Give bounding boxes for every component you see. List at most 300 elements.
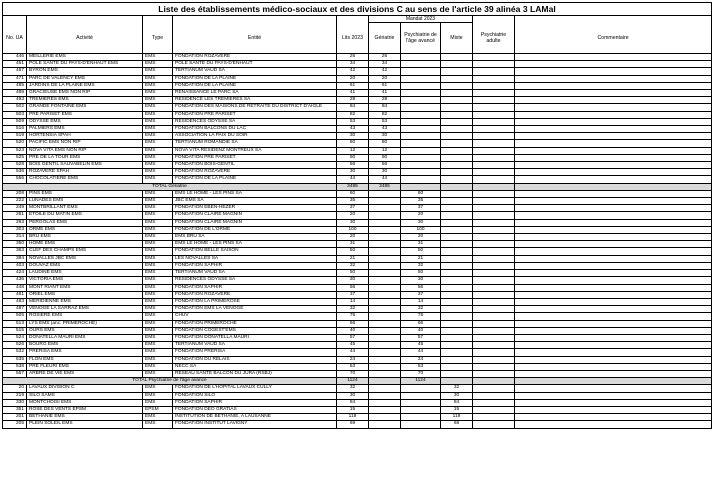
cell-psy-age: 100: [401, 226, 441, 233]
total-col: [473, 183, 515, 190]
cell-type: EMS: [143, 118, 173, 125]
cell-entite: FONDATION SAPHIR: [173, 284, 337, 291]
cell-psy-age: [401, 97, 441, 104]
cell-activite: JARDINS DE LA PLAINE EMS: [27, 82, 143, 89]
cell-type: EMS: [143, 205, 173, 212]
cell-psy-adulte: [473, 147, 515, 154]
cell-activite: ROSE DES VENTS EPSM: [27, 406, 143, 413]
cell-commentaire: [515, 284, 712, 291]
cell-no-ua: 489: [3, 90, 27, 97]
cell-mixte: [441, 82, 473, 89]
table-row: [3, 126, 712, 133]
cell-geriatrie: 30: [369, 133, 401, 140]
cell-activite: HOME EMS: [27, 241, 143, 248]
cell-type: EMS: [143, 219, 173, 226]
cell-entite: FONDATION PRE PARISET: [173, 154, 337, 161]
cell-activite: LAVAUX DIVISION C: [27, 385, 143, 392]
table-row: [3, 414, 712, 421]
table-row: [3, 154, 712, 161]
cell-geriatrie: [369, 406, 401, 413]
cell-activite: CHOCOLATIERE EMS: [27, 176, 143, 183]
table-row: [3, 334, 712, 341]
cell-lits: 26: [337, 54, 369, 61]
cell-commentaire: [515, 385, 712, 392]
cell-no-ua: 261: [3, 212, 27, 219]
total-row: [3, 378, 712, 385]
cell-geriatrie: [369, 320, 401, 327]
cell-lits: 42: [337, 68, 369, 75]
cell-lits: 53: [337, 118, 369, 125]
cell-activite: PRERISA EMS: [27, 349, 143, 356]
cell-type: EMS: [143, 190, 173, 197]
cell-activite: GRANDE FONTAINE EMS: [27, 104, 143, 111]
cell-mixte: [441, 104, 473, 111]
cell-commentaire: [515, 61, 712, 68]
cell-psy-adulte: [473, 154, 515, 161]
cell-psy-adulte: [473, 104, 515, 111]
table-row: [3, 90, 712, 97]
cell-geriatrie: [369, 190, 401, 197]
cell-activite: PLEIN SOLEIL EMS: [27, 421, 143, 428]
cell-psy-age: 32: [401, 262, 441, 269]
cell-mixte: [441, 226, 473, 233]
table-row: [3, 313, 712, 320]
col-lits: Lits 2023: [337, 23, 369, 54]
cell-mixte: [441, 97, 473, 104]
cell-no-ua: 503: [3, 111, 27, 118]
table-row: [3, 226, 712, 233]
cell-psy-age: 32: [401, 306, 441, 313]
cell-type: EMS: [143, 176, 173, 183]
cell-commentaire: [515, 190, 712, 197]
cell-entite: ASSOCIATION LA PAIX DU SOIR: [173, 133, 337, 140]
total-col: [473, 378, 515, 385]
cell-no-ua: 487: [3, 306, 27, 313]
cell-commentaire: [515, 270, 712, 277]
cell-type: EMS: [143, 169, 173, 176]
table-row: [3, 205, 712, 212]
cell-activite: PACIFIC EMS NON RIP: [27, 140, 143, 147]
table-row: [3, 198, 712, 205]
cell-geriatrie: 50: [369, 154, 401, 161]
cell-commentaire: [515, 226, 712, 233]
col-mixte: Mixte: [441, 23, 473, 54]
cell-type: EMS: [143, 248, 173, 255]
total-label: TOTAL Gériatrie: [3, 183, 337, 190]
cell-psy-adulte: [473, 370, 515, 377]
cell-type: EMS: [143, 97, 173, 104]
cell-psy-age: 20: [401, 212, 441, 219]
cell-entite: RESIDENCES ODYSSE SA: [173, 118, 337, 125]
col-psy-adulte: Psychiatrie adulte: [473, 23, 515, 54]
cell-entite: FONDATION ROZAVERE: [173, 291, 337, 298]
cell-geriatrie: [369, 277, 401, 284]
table-row: [3, 54, 712, 61]
cell-lits: 30: [337, 219, 369, 226]
cell-type: EMS: [143, 154, 173, 161]
cell-psy-age: 53: [401, 363, 441, 370]
total-col: [369, 378, 401, 385]
cell-geriatrie: 43: [369, 126, 401, 133]
cell-geriatrie: 80: [369, 140, 401, 147]
cell-psy-adulte: [473, 255, 515, 262]
cell-psy-age: 40: [401, 327, 441, 334]
cell-entite: LES NOVALLES SA: [173, 255, 337, 262]
cell-mixte: [441, 190, 473, 197]
cell-mixte: [441, 162, 473, 169]
cell-activite: MONTBRILLANT EMS: [27, 205, 143, 212]
cell-geriatrie: [369, 270, 401, 277]
cell-activite: VENOGE LA SARRAZ EMS: [27, 306, 143, 313]
cell-mixte: [441, 198, 473, 205]
cell-commentaire: [515, 82, 712, 89]
cell-geriatrie: [369, 226, 401, 233]
cell-activite: ORIEL EMS: [27, 291, 143, 298]
cell-commentaire: [515, 356, 712, 363]
cell-lits: 35: [337, 198, 369, 205]
cell-no-ua: 384: [3, 255, 27, 262]
cell-type: EMS: [143, 90, 173, 97]
table-row: [3, 342, 712, 349]
cell-entite: FONDATION ROZAVERE: [173, 54, 337, 61]
cell-psy-age: 44: [401, 349, 441, 356]
ems-table: [2, 2, 712, 429]
cell-psy-adulte: [473, 320, 515, 327]
cell-lits: 32: [337, 306, 369, 313]
cell-type: EMS: [143, 298, 173, 305]
cell-geriatrie: 44: [369, 176, 401, 183]
cell-activite: PERGOLAS EMS: [27, 219, 143, 226]
cell-psy-adulte: [473, 75, 515, 82]
cell-psy-age: [401, 68, 441, 75]
cell-psy-age: 70: [401, 370, 441, 377]
cell-type: EMS: [143, 234, 173, 241]
cell-psy-adulte: [473, 82, 515, 89]
cell-mixte: [441, 320, 473, 327]
cell-mixte: [441, 356, 473, 363]
cell-entite: FONDATION INSTITUT LAVIGNY: [173, 421, 337, 428]
cell-entite: FONDATION DE L'HOPITAL LAVAUX CULLY: [173, 385, 337, 392]
cell-mixte: [441, 219, 473, 226]
cell-entite: FONDATION DONATELLA MAURI: [173, 334, 337, 341]
cell-psy-adulte: [473, 205, 515, 212]
cell-type: EPSM: [143, 406, 173, 413]
table-row: [3, 291, 712, 298]
cell-mixte: [441, 140, 473, 147]
cell-no-ua: 493: [3, 97, 27, 104]
cell-entite: INSTITUTION DE BETHANIE, A LAUSANNE: [173, 414, 337, 421]
cell-activite: MONTCHOISI EMS: [27, 399, 143, 406]
cell-psy-age: [401, 176, 441, 183]
cell-psy-adulte: [473, 298, 515, 305]
cell-commentaire: [515, 154, 712, 161]
cell-geriatrie: 82: [369, 111, 401, 118]
table-row: [3, 306, 712, 313]
table-row: [3, 356, 712, 363]
cell-type: EMS: [143, 320, 173, 327]
cell-commentaire: [515, 162, 712, 169]
cell-no-ua: 451: [3, 61, 27, 68]
cell-entite: FONDATION DE L'ORME: [173, 226, 337, 233]
cell-psy-adulte: [473, 97, 515, 104]
cell-commentaire: [515, 169, 712, 176]
cell-lits: 84: [337, 104, 369, 111]
cell-activite: LYS EMS (anc. PRIMEROCHE): [27, 320, 143, 327]
cell-type: EMS: [143, 198, 173, 205]
total-commentaire: [515, 378, 712, 385]
cell-geriatrie: [369, 284, 401, 291]
cell-lits: 12: [337, 147, 369, 154]
cell-psy-age: 56: [401, 284, 441, 291]
cell-mixte: 15: [441, 406, 473, 413]
cell-lits: 30: [337, 392, 369, 399]
total-col: 3485: [369, 183, 401, 190]
cell-geriatrie: [369, 313, 401, 320]
cell-no-ua: 481: [3, 291, 27, 298]
cell-no-ua: 363: [3, 248, 27, 255]
cell-psy-adulte: [473, 306, 515, 313]
cell-geriatrie: 26: [369, 54, 401, 61]
cell-psy-age: [401, 414, 441, 421]
table-row: [3, 320, 712, 327]
cell-type: EMS: [143, 262, 173, 269]
cell-mixte: 32: [441, 385, 473, 392]
cell-mixte: [441, 298, 473, 305]
cell-commentaire: [515, 140, 712, 147]
cell-mixte: [441, 270, 473, 277]
cell-psy-adulte: [473, 111, 515, 118]
cell-no-ua: 249: [3, 205, 27, 212]
cell-entite: FONDATION DU RELAIS: [173, 356, 337, 363]
cell-lits: 60: [337, 190, 369, 197]
cell-commentaire: [515, 370, 712, 377]
cell-type: EMS: [143, 126, 173, 133]
cell-mixte: [441, 241, 473, 248]
cell-lits: 84: [337, 399, 369, 406]
cell-type: EMS: [143, 385, 173, 392]
cell-no-ua: 205: [3, 421, 27, 428]
cell-type: EMS: [143, 327, 173, 334]
cell-no-ua: 263: [3, 219, 27, 226]
cell-commentaire: [515, 219, 712, 226]
cell-commentaire: [515, 399, 712, 406]
cell-type: EMS: [143, 140, 173, 147]
cell-psy-adulte: [473, 212, 515, 219]
cell-psy-adulte: [473, 226, 515, 233]
cell-lits: 28: [337, 97, 369, 104]
table-row: [3, 399, 712, 406]
cell-activite: PINS EMS: [27, 190, 143, 197]
table-row: [3, 219, 712, 226]
cell-mixte: [441, 306, 473, 313]
cell-psy-adulte: [473, 421, 515, 428]
cell-type: EMS: [143, 313, 173, 320]
cell-entite: FONDATION SILO: [173, 392, 337, 399]
table-row: [3, 421, 712, 428]
cell-commentaire: [515, 255, 712, 262]
cell-type: EMS: [143, 255, 173, 262]
cell-activite: ETOILE DU MATIN EMS: [27, 212, 143, 219]
cell-mixte: [441, 154, 473, 161]
cell-psy-age: 30: [401, 219, 441, 226]
table-row: [3, 61, 712, 68]
table-row: [3, 385, 712, 392]
cell-lits: 82: [337, 111, 369, 118]
cell-no-ua: 523: [3, 147, 27, 154]
cell-entite: FONDATION PRIMEROCHE: [173, 320, 337, 327]
cell-activite: CLEF DES CHAMPS EMS: [27, 248, 143, 255]
cell-mixte: [441, 212, 473, 219]
total-commentaire: [515, 183, 712, 190]
cell-no-ua: 20: [3, 385, 27, 392]
cell-activite: BRU EMS: [27, 234, 143, 241]
cell-entite: EMS LE HOME - LES PINS SA: [173, 241, 337, 248]
cell-geriatrie: [369, 248, 401, 255]
cell-entite: CHUV: [173, 313, 337, 320]
cell-mixte: [441, 176, 473, 183]
page-title: Liste des établissements médico-sociaux et des divisions C au sens de l'article 39 alinéa 3 LAMal: [3, 3, 712, 16]
cell-psy-adulte: [473, 169, 515, 176]
cell-lits: 56: [337, 162, 369, 169]
cell-activite: SILO SAMS: [27, 392, 143, 399]
cell-type: EMS: [143, 291, 173, 298]
cell-no-ua: 446: [3, 54, 27, 61]
cell-psy-adulte: [473, 68, 515, 75]
cell-type: EMS: [143, 147, 173, 154]
cell-mixte: 68: [441, 421, 473, 428]
cell-activite: PRE DE LA TOUR EMS: [27, 154, 143, 161]
cell-commentaire: [515, 198, 712, 205]
cell-mixte: [441, 126, 473, 133]
cell-mixte: [441, 118, 473, 125]
cell-psy-age: 20: [401, 234, 441, 241]
cell-no-ua: 528: [3, 162, 27, 169]
cell-psy-age: [401, 126, 441, 133]
cell-psy-age: [401, 75, 441, 82]
table-row: [3, 104, 712, 111]
cell-commentaire: [515, 68, 712, 75]
cell-type: EMS: [143, 363, 173, 370]
cell-psy-adulte: [473, 406, 515, 413]
cell-type: EMS: [143, 284, 173, 291]
cell-activite: PARC DE VALENCY EMS: [27, 75, 143, 82]
cell-lits: 34: [337, 61, 369, 68]
cell-activite: DOUVAZ EMS: [27, 262, 143, 269]
cell-psy-adulte: [473, 219, 515, 226]
cell-lits: 80: [337, 140, 369, 147]
cell-activite: PRE FLEURI EMS: [27, 363, 143, 370]
cell-entite: NOVA VITA RESIDENZ MONTREUX SA: [173, 147, 337, 154]
cell-lits: 76: [337, 313, 369, 320]
table-row: [3, 140, 712, 147]
cell-activite: MONT RIANT EMS: [27, 284, 143, 291]
cell-activite: ORME EMS: [27, 226, 143, 233]
cell-geriatrie: [369, 219, 401, 226]
total-col: 1124: [401, 378, 441, 385]
cell-mixte: [441, 349, 473, 356]
cell-psy-adulte: [473, 392, 515, 399]
cell-commentaire: [515, 298, 712, 305]
cell-no-ua: 556: [3, 176, 27, 183]
cell-type: EMS: [143, 356, 173, 363]
cell-activite: ARBRE DE VIE EMS: [27, 370, 143, 377]
table-row: [3, 68, 712, 75]
cell-entite: FONDATION DES MAISONS DE RETRAITE DU DISTRICT D'AIGLE: [173, 104, 337, 111]
cell-entite: FONDATION BALCONS DU LAC: [173, 126, 337, 133]
cell-entite: FONDATION BELLE SAISON: [173, 248, 337, 255]
total-col: [441, 183, 473, 190]
col-commentaire: Commentaire: [515, 23, 712, 54]
cell-entite: FONDATION DEO GRATIAS: [173, 406, 337, 413]
cell-no-ua: 201: [3, 414, 27, 421]
cell-lits: 20: [337, 234, 369, 241]
cell-lits: 30: [337, 277, 369, 284]
cell-psy-adulte: [473, 334, 515, 341]
cell-psy-age: 66: [401, 320, 441, 327]
cell-mixte: [441, 248, 473, 255]
cell-geriatrie: [369, 255, 401, 262]
cell-lits: 61: [337, 82, 369, 89]
cell-commentaire: [515, 414, 712, 421]
cell-no-ua: 513: [3, 320, 27, 327]
cell-no-ua: 519: [3, 133, 27, 140]
cell-geriatrie: 56: [369, 162, 401, 169]
cell-no-ua: 222: [3, 198, 27, 205]
cell-psy-age: [401, 111, 441, 118]
cell-mixte: [441, 61, 473, 68]
cell-commentaire: [515, 421, 712, 428]
cell-psy-age: [401, 162, 441, 169]
total-label: TOTAL Psychiatrie de l'âge avancé: [3, 378, 337, 385]
cell-commentaire: [515, 327, 712, 334]
cell-type: EMS: [143, 277, 173, 284]
cell-lits: 45: [337, 342, 369, 349]
cell-no-ua: 526: [3, 342, 27, 349]
cell-lits: 14: [337, 298, 369, 305]
cell-mixte: [441, 133, 473, 140]
cell-psy-adulte: [473, 234, 515, 241]
cell-mixte: [441, 68, 473, 75]
cell-entite: FONDATION PRERISA: [173, 349, 337, 356]
cell-entite: FONDATION SAPHIR: [173, 399, 337, 406]
table-row: [3, 248, 712, 255]
cell-type: EMS: [143, 226, 173, 233]
table-row: [3, 284, 712, 291]
cell-mixte: [441, 205, 473, 212]
cell-psy-age: [401, 406, 441, 413]
cell-psy-age: 37: [401, 291, 441, 298]
cell-psy-adulte: [473, 277, 515, 284]
cell-commentaire: [515, 205, 712, 212]
cell-geriatrie: [369, 342, 401, 349]
cell-lits: 20: [337, 75, 369, 82]
cell-commentaire: [515, 176, 712, 183]
cell-entite: RESIDENCE LES TREMIERES SA: [173, 97, 337, 104]
cell-type: EMS: [143, 75, 173, 82]
cell-psy-adulte: [473, 126, 515, 133]
cell-psy-age: [401, 54, 441, 61]
cell-entite: EMS LE HOME - LES PINS SA: [173, 190, 337, 197]
col-entite: Entité: [173, 23, 337, 54]
cell-type: EMS: [143, 104, 173, 111]
cell-mixte: [441, 262, 473, 269]
cell-commentaire: [515, 111, 712, 118]
cell-activite: ODYSSE EMS: [27, 118, 143, 125]
cell-psy-age: 50: [401, 270, 441, 277]
cell-psy-age: 14: [401, 298, 441, 305]
cell-geriatrie: [369, 421, 401, 428]
cell-commentaire: [515, 248, 712, 255]
